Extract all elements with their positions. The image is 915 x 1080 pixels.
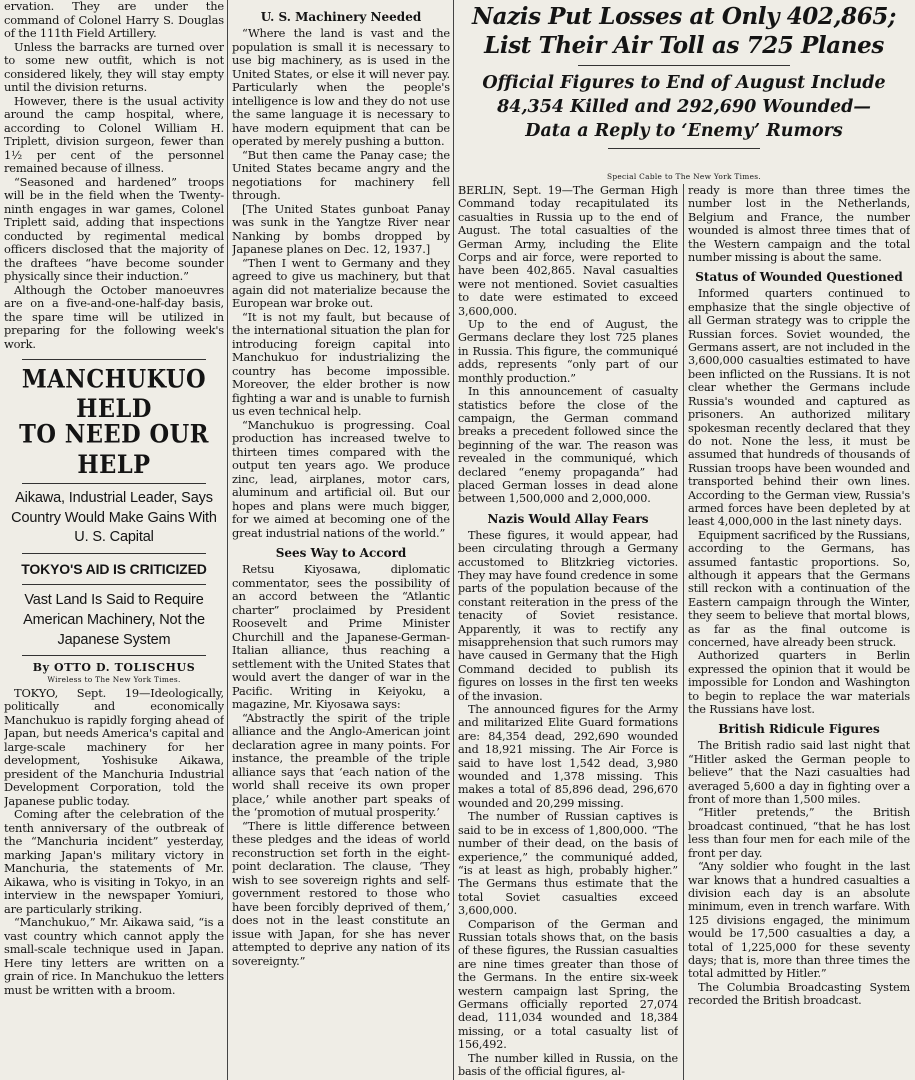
subhead-allay-fears: Nazis Would Allay Fears (487, 511, 649, 526)
divider (22, 553, 206, 554)
column-2 (232, 0, 450, 1080)
paragraph: Comparison of the German and Russian totals shows that, on the basis of these figures, the Russian casualties are nine times greater than those of the Germans. In the entire six-week western campaign last Spring, the Germans officially reported 27,074 dead, 111,034 wounded and 18,384 missing, or a total casualty list of 156,492. (458, 917, 678, 1052)
column-3 (458, 184, 678, 1080)
deck-1: Aikawa, Industrial Leader, Says Country Would Make Gains With U. S. Capital (11, 490, 217, 545)
divider (22, 655, 206, 656)
paragraph: “It is not my fault, but because of the international situation the plan for introducing foreign capital into Manchukuo for industrializing the country has become impossible. Moreover, the elder brother is now fighting a war and is unable to furnish us even technical help. (232, 309, 450, 418)
headline-line-1: MANCHUKUO HELD (21, 365, 207, 424)
col3-paragraphs-a (458, 184, 678, 506)
paragraph: BERLIN, Sept. 19—The German High Command today recapitulated its casualties in Russia up to the end of August. The total casualties of the German Army, including the Elite Corps and air force, were reported to have been 402,865. Naval casualties were not mentioned. Soviet casualties to date were estimated to exceed 3,600,000. (458, 184, 678, 318)
column-rule (683, 184, 684, 1080)
paragraph: “Then I went to Germany and they agreed to give us machinery, but that again did not materialize because the European war broke out. (232, 255, 450, 310)
paragraph: “Where the land is vast and the population is small it is necessary to use big machinery, as is used in the United States, or else it will never pay. Particularly when the people's intelligence is low and they do not use the same language it is necessary to have modern equipment that can be operated by merely pushing a button. (232, 26, 450, 148)
col2-paragraphs-a (232, 27, 450, 540)
paragraph: The British radio said last night that “Hitler asked the German people to believe” that the Nazi casualties had averaged 5,600 a day in fighting over a front of more than 1,500 miles. (688, 739, 910, 807)
main-deck-1: Official Figures to End of August Include (482, 73, 886, 93)
paragraph: Equipment sacrificed by the Russians, according to the Germans, has assumed fantastic proportions. So, although it appears that the Germans still reckon with a continuation of the Eastern campaign through the Winter, they seem to believe that mortal blows, as far as the final outcome is concerned, have already been struck. (688, 528, 910, 649)
paragraph: “Abstractly the spirit of the triple alliance and the Anglo-American joint declaration agree in many points. For instance, the preamble of the triple alliance says that ‘each nation of the world shall receive its own proper place,’ while another part speaks of the ‘promotion of mutual prosperity.’ (232, 710, 450, 819)
wire-credit-right: Special Cable to The New York Times. (606, 172, 762, 181)
main-deck-2: 84,354 Killed and 292,690 Wounded— (497, 97, 871, 117)
paragraph: The number of Russian captives is said to be in excess of 1,800,000. “The number of their dead, on the basis of experience,” the communiqué added, “is at least as high, probably higher.” The Germans thus estimate that the total Soviet casualties exceed 3,600,000. (458, 810, 678, 918)
paragraph: Authorized quarters in Berlin expressed the opinion that it would be impossible for London and Washington to begin to replace the war materials the Russians have lost. (688, 649, 910, 717)
paragraph: In this announcement of casualty statistics before the close of the campaign, the German command breaks a precedent followed since the beginning of the war. The reason was revealed in the communiqué, which declared “enemy propaganda” had placed German losses in dead alone between 1,500,000 and 2,000,000. (458, 385, 678, 506)
col4-paragraphs-c (688, 739, 910, 1007)
subhead-machinery: U. S. Machinery Needed (260, 10, 422, 24)
divider (22, 359, 206, 360)
paragraph: Unless the barracks are turned over to some new outfit, which is not considered likely, they will stay empty until the division returns. (4, 39, 224, 94)
main-deck-3: Data a Reply to ‘Enemy’ Rumors (525, 121, 843, 141)
wire-credit: Wireless to The New York Times. (47, 674, 181, 684)
subhead-accord: Sees Way to Accord (275, 546, 407, 560)
paragraph: ready is more than three times the number lost in the Netherlands, Belgium and France, the number wounded is almost three times that of the Western campaign and the total number missing is about the same. (688, 184, 910, 265)
divider (22, 483, 206, 484)
deck-3: Vast Land Is Said to Require American Machinery, Not the Japanese System (23, 591, 205, 648)
paragraph: “There is little difference between these pledges and the ideas of world reconstruction set forth in the eight-point declaration. The clause, ‘They wish to see sovereign rights and self-government restored to those who have been forcibly deprived of them,’ does not in the least constitute an issue with Japan, for she has never attempted to deprive any nation of its sovereignty.” (232, 818, 450, 968)
paragraph: However, there is the usual activity around the camp hospital, where, according to Colonel William H. Triplett, division surgeon, fewer than 1½ per cent of the personnel remained because of illness. (4, 93, 224, 175)
paragraph: “But then came the Panay case; the United States became angry and the negotiations for machinery fell through. (232, 147, 450, 202)
column-rule (227, 0, 228, 1080)
paragraph: These figures, it would appear, had been circulating through a Germany accustomed to Blitzkrieg victories. They may have found credence in some parts of the population because of the constant reiteration in the press of the tenacity of Soviet resistance. Apparently, it was to rectify any misapprehension that such rumors may have caused in Germany that the High Command decided to publish its figures on losses in the first ten weeks of the invasion. (458, 528, 678, 703)
paragraph: The number killed in Russia, on the basis of the official figures, al- (458, 1051, 678, 1078)
col3-paragraphs-b (458, 529, 678, 1079)
divider (22, 584, 206, 585)
paragraph: The Columbia Broadcasting System recorded the British broadcast. (688, 980, 910, 1008)
byline: By OTTO D. TOLISCHUS (32, 660, 196, 674)
paragraph: The announced figures for the Army and militarized Elite Guard formations are: 84,354 dead, 292,690 wounded and 18,921 missing. The Air Force is said to have lost 1,542 dead, 3,980 wounded and 1,378 missing. This makes a total of 85,896 dead, 296,670 wounded and 20,299 missing. (458, 703, 678, 810)
subhead-wounded: Status of Wounded Questioned (695, 270, 903, 285)
paragraph: Informed quarters continued to emphasize that the single objective of all German strategy was to cripple the Russian forces. Soviet wounded, the Germans assert, are not included in the 3,600,000 casualties estimated to have been inflicted on the Russians. It is not clear whether the Germans include Russia's wounded and captured as prisoners. An authorized military spokesman recently declared that they do not. None the less, it must be assumed that hundreds of thousands of Russian troops have been wounded and transported behind their own lines. According to the German view, Russia's armed forces have been depleted by at least 4,000,000 in the last ninety days. (688, 287, 910, 529)
right-story-headlines (458, 0, 910, 172)
paragraph: “Manchukuo is progressing. Coal production has increased twelve to thirteen times compared with the output ten years ago. We produce zinc, lead, airplanes, motor cars, aluminum and artificial oil. But our hopes and plans were much bigger, for we aimed at becoming one of the great industrial nations of the world.” (232, 417, 450, 540)
paragraph: Up to the end of August, the Germans declare they lost 725 planes in Russia. This figure, the communiqué adds, represents “only part of our monthly production.” (458, 318, 678, 385)
paragraph: TOKYO, Sept. 19—Ideologically, politically and economically Manchukuo is rapidly forging ahead of Japan, but needs America's capital and large-scale machinery for her development, Yoshisuke Aikawa, president of the Manchuria Industrial Development Corporation, told the Japanese public today. (4, 685, 224, 808)
divider (578, 65, 790, 66)
deck-2: TOKYO'S AID IS CRITICIZED (21, 560, 207, 577)
paragraph: “Hitler pretends,” the British broadcast continued, “that he has lost less than four men for each mile of the front per day. (688, 806, 910, 860)
col4-paragraphs-b (688, 287, 910, 716)
wire-line-right (458, 172, 910, 184)
paragraph: “Manchukuo,” Mr. Aikawa said, “is a vast country which cannot apply the small-scale technique used in Japan. Here tiny letters are written on a grain of rice. In Manchukuo the letters must be written with a broom. (4, 915, 224, 997)
paragraph: Although the October manoeuvres are on a five-and-one-half-day basis, the spare time will be utilized in preparing for the following week's work. (4, 282, 224, 351)
col2-paragraphs-b (232, 563, 450, 968)
subhead-british: British Ridicule Figures (718, 722, 880, 737)
main-headline-2: List Their Air Toll as 725 Planes (484, 32, 884, 59)
col1-body-paragraphs (4, 687, 224, 998)
headline-line-2: TO NEED OUR HELP (19, 420, 209, 480)
column-4 (688, 184, 910, 1080)
paragraph: Coming after the celebration of the tenth anniversary of the outbreak of the “Manchuria incident” yesterday, marking Japan's military victory in Manchuria, the statements of Mr. Aikawa, who is visiting in Tokyo, in an interview in the newspaper Yomiuri, are particularly striking. (4, 807, 224, 916)
divider (608, 148, 760, 149)
col1-top-paragraphs (4, 0, 224, 351)
paragraph: “Any soldier who fought in the last war knows that a hundred casualties a division each day is an absolute minimum, even in trench warfare. With 125 divisions engaged, the minimum would be 17,500 casualties a day, a total of 1,225,000 for these seventy days; that is, more than three times the total admitted by Hitler.” (688, 860, 910, 981)
column-rule (453, 0, 454, 1080)
paragraph: “Seasoned and hardened” troops will be in the field when the Twenty-ninth engages in war games, Colonel Triplett said, adding that inspections conducted by regimental medical officers disclosed that the majority of the draftees “have become sounder physically since their induction.” (4, 174, 224, 283)
paragraph: ervation. They are under the command of Colonel Harry S. Douglas of the 111th Field Artillery. (4, 0, 224, 40)
column-1 (4, 0, 224, 1080)
main-headline-1: Nazis Put Losses at Only 402,865; (471, 3, 897, 30)
col4-paragraphs-a (688, 184, 910, 264)
paragraph: [The United States gunboat Panay was sunk in the Yangtze River near Nanking by bombs dropped by Japanese planes on Dec. 12, 1937.] (232, 201, 450, 256)
paragraph: Retsu Kiyosawa, diplomatic commentator, sees the possibility of an accord between the “Atlantic charter” proclaimed by President Roosevelt and Prime Minister Churchill and the Japanese-German-Italian alliance, thus reaching a settlement with the United States that would avert the danger of war in the Pacific. Writing in Keiyoku, a magazine, Mr. Kiyosawa says: (232, 562, 450, 711)
